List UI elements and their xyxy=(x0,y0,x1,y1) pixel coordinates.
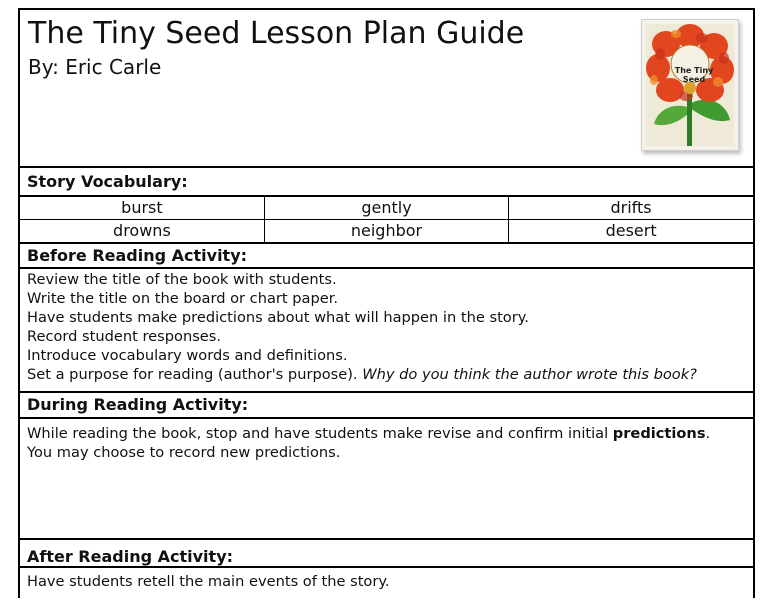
vocab-word: drowns xyxy=(20,220,264,243)
before-reading-line: Record student responses. xyxy=(27,328,222,345)
header-section xyxy=(20,8,753,168)
lesson-plan-page xyxy=(18,8,755,598)
before-reading-body xyxy=(20,267,753,394)
before-reading-line: Review the title of the book with students. xyxy=(27,271,337,288)
after-reading-heading: After Reading Activity: xyxy=(27,547,234,566)
predictions-emphasis: predictions xyxy=(612,425,706,442)
vocabulary-heading: Story Vocabulary: xyxy=(27,172,188,191)
purpose-question: Why do you think the author wrote this book? xyxy=(362,366,697,383)
vocab-word: desert xyxy=(509,220,753,243)
before-reading-heading: Before Reading Activity: xyxy=(27,246,248,265)
during-reading-line: While reading the book, stop and have students make revise and confirm initial predictions. xyxy=(27,425,711,442)
book-cover-image xyxy=(641,19,739,151)
before-reading-line: Have students make predictions about what will happen in the story. xyxy=(27,309,529,326)
during-reading-line: You may choose to record new predictions. xyxy=(27,444,341,461)
after-reading-header xyxy=(20,538,753,568)
cover-title: The Tiny Seed xyxy=(674,66,714,84)
flower-cover-illustration xyxy=(646,24,734,146)
after-reading-line: Have students retell the main events of the story. xyxy=(27,573,390,590)
before-reading-line: Write the title on the board or chart paper. xyxy=(27,290,339,307)
during-reading-header xyxy=(20,391,753,417)
before-reading-header xyxy=(20,242,753,267)
page-title: The Tiny Seed Lesson Plan Guide xyxy=(28,16,525,51)
before-reading-line: Introduce vocabulary words and definitions. xyxy=(27,347,348,364)
table-row xyxy=(20,197,753,220)
vocab-word: drifts xyxy=(509,197,753,220)
during-reading-heading: During Reading Activity: xyxy=(27,395,249,414)
vocab-word: gently xyxy=(264,197,508,220)
after-reading-body xyxy=(20,566,753,606)
vocabulary-section xyxy=(20,166,753,196)
before-reading-purpose-line: Set a purpose for reading (author's purpose). Why do you think the author wrote this book? xyxy=(27,366,697,383)
vocab-word: neighbor xyxy=(264,220,508,243)
during-reading-body xyxy=(20,417,753,538)
table-row xyxy=(20,220,753,243)
vocabulary-table xyxy=(20,195,753,245)
author-line: By: Eric Carle xyxy=(28,55,162,79)
vocab-word: burst xyxy=(20,197,264,220)
